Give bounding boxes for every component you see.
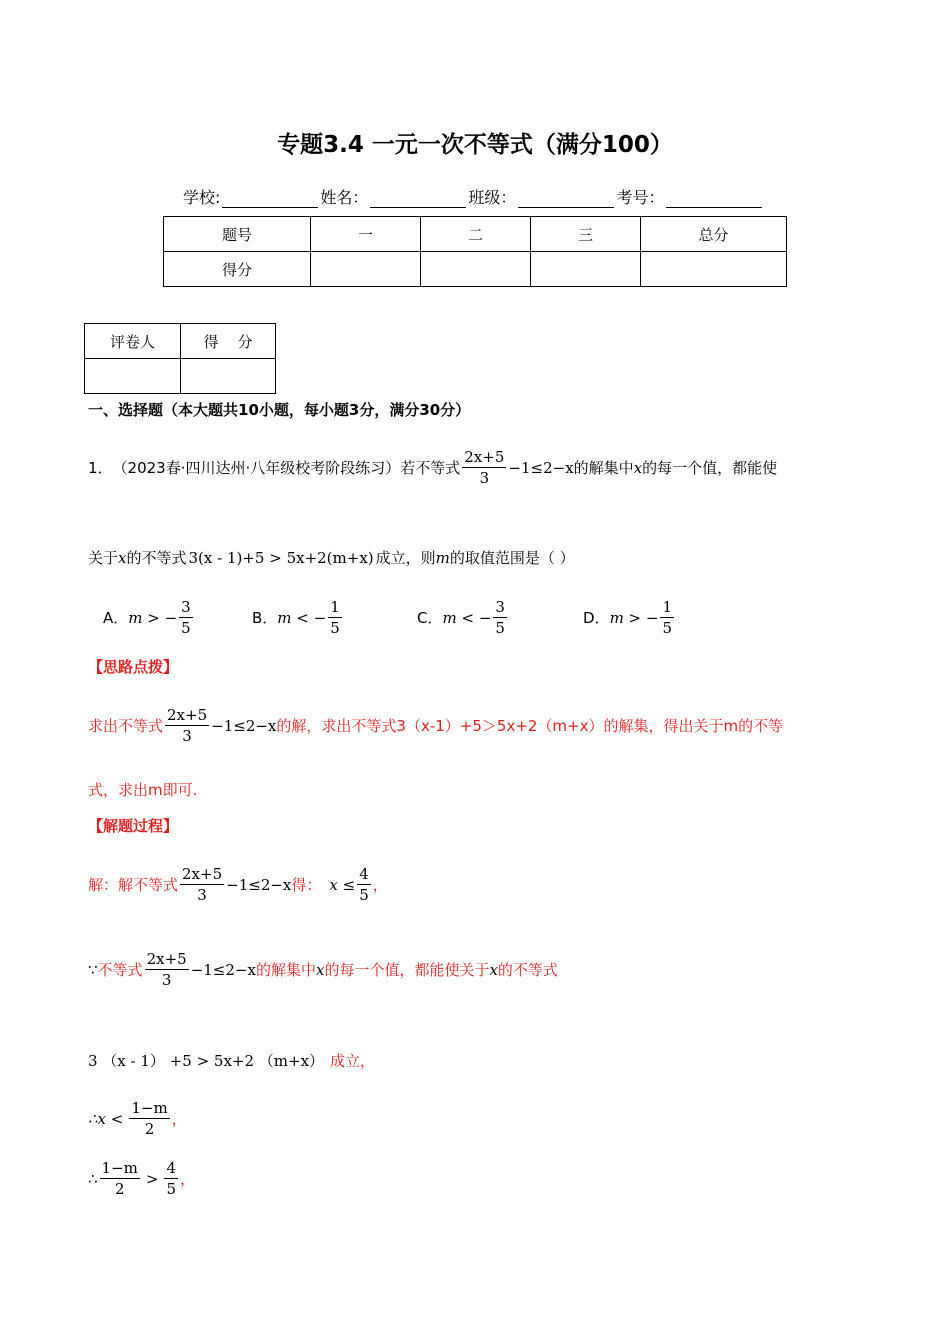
fraction-numerator: 2x+5 bbox=[182, 865, 223, 883]
fraction bbox=[165, 705, 209, 746]
question-text: 的取值范围是（ ） bbox=[449, 549, 575, 567]
class-label: 班级： bbox=[468, 188, 517, 207]
option-label: A． bbox=[103, 609, 129, 627]
fraction-numerator: 1 bbox=[662, 598, 673, 616]
math-expression: m > − bbox=[609, 608, 659, 627]
math-expression: m < − bbox=[277, 608, 327, 627]
math-expression: −1≤2−x bbox=[508, 458, 574, 477]
math-operator: > bbox=[145, 1169, 159, 1188]
grader-score-cell[interactable] bbox=[181, 359, 276, 394]
fraction-denominator: 5 bbox=[166, 1180, 177, 1198]
score-cell[interactable] bbox=[421, 252, 531, 287]
question-text: 的不等式 bbox=[126, 549, 187, 567]
math-expression: −1≤2−x bbox=[226, 875, 292, 894]
question-text: 的每一个值，都能使 bbox=[642, 459, 778, 477]
fraction bbox=[660, 597, 674, 638]
fraction-denominator: 5 bbox=[359, 886, 369, 904]
hint-tag: 【思路点拨】 bbox=[88, 658, 179, 676]
option-d[interactable] bbox=[583, 597, 676, 638]
fraction-numerator: 3 bbox=[495, 598, 505, 616]
score-cell[interactable] bbox=[531, 252, 641, 287]
math-variable: x bbox=[489, 960, 498, 979]
hint-line-1 bbox=[88, 705, 783, 746]
math-expression: −1≤2−x bbox=[190, 960, 256, 979]
school-label: 学校: bbox=[183, 188, 221, 207]
school-field[interactable] bbox=[222, 191, 318, 208]
score-table bbox=[163, 216, 787, 287]
math-variable: x bbox=[633, 458, 643, 477]
score-cell[interactable] bbox=[641, 252, 787, 287]
option-c[interactable] bbox=[417, 597, 509, 638]
name-label: 姓名： bbox=[320, 188, 369, 207]
table-row bbox=[164, 217, 787, 252]
solution-text: 的解集中 bbox=[255, 961, 316, 979]
solution-text: 不等式 bbox=[97, 961, 143, 979]
fraction-denominator: 5 bbox=[330, 619, 340, 637]
hint-text: 求出不等式 bbox=[88, 717, 164, 735]
name-field[interactable] bbox=[370, 191, 466, 208]
option-label: B． bbox=[252, 609, 278, 627]
math-expression: 3 （x - 1） +5 > 5x+2 （m+x） bbox=[88, 1052, 325, 1070]
fraction-denominator: 5 bbox=[495, 619, 505, 637]
solution-text: ， bbox=[171, 1110, 187, 1128]
fraction bbox=[145, 949, 189, 990]
math-expression: 3(x - 1)+5 > 5x+2(m+x) bbox=[188, 548, 374, 567]
question-text: 关于 bbox=[88, 549, 119, 567]
math-expression: x ≤ bbox=[329, 875, 356, 894]
fraction-denominator: 3 bbox=[161, 971, 172, 989]
fraction-denominator: 3 bbox=[479, 469, 490, 487]
solution-text: 得： bbox=[291, 876, 322, 894]
grader-cell[interactable] bbox=[85, 359, 181, 394]
grader-score-label: 得 分 bbox=[181, 324, 276, 359]
table-cell: 总分 bbox=[641, 217, 787, 252]
because-symbol: ∵ bbox=[88, 960, 98, 979]
solution-step-2 bbox=[88, 949, 558, 990]
question-source: （2023春·四川达州·八年级校考阶段练习） bbox=[112, 459, 401, 477]
fraction-numerator: 3 bbox=[181, 598, 191, 616]
fraction-numerator: 1 bbox=[330, 598, 340, 616]
fraction-denominator: 2 bbox=[144, 1120, 155, 1138]
fraction-denominator: 3 bbox=[182, 727, 192, 745]
fraction-denominator: 2 bbox=[114, 1180, 125, 1198]
question-text: 成立，则 bbox=[375, 549, 436, 567]
question-1-line-1 bbox=[88, 447, 777, 488]
math-expression: m < − bbox=[442, 608, 492, 627]
question-text: 的解集中 bbox=[573, 459, 634, 477]
question-1-line-2 bbox=[88, 547, 575, 568]
math-expression: m > − bbox=[128, 608, 178, 627]
hint-line-2: 式，求出m即可. bbox=[88, 781, 198, 799]
student-info-line bbox=[183, 185, 764, 208]
fraction bbox=[179, 597, 193, 638]
table-cell: 一 bbox=[311, 217, 421, 252]
math-variable: m bbox=[435, 548, 450, 567]
solution-text: 成立， bbox=[330, 1052, 376, 1070]
fraction-numerator: 4 bbox=[359, 865, 369, 883]
math-expression: ∴x < bbox=[88, 1109, 124, 1128]
option-a[interactable] bbox=[103, 597, 195, 638]
fraction-numerator: 1−m bbox=[101, 1159, 138, 1177]
fraction bbox=[180, 864, 224, 905]
solution-text: 的每一个值，都能使关于 bbox=[324, 961, 490, 979]
table-cell: 得分 bbox=[164, 252, 311, 287]
fraction-numerator: 2x+5 bbox=[146, 950, 187, 968]
fraction-numerator: 2x+5 bbox=[167, 706, 208, 724]
fraction-numerator: 4 bbox=[166, 1159, 177, 1177]
option-label: D． bbox=[583, 609, 610, 627]
math-expression: −1≤2−x bbox=[211, 716, 277, 735]
fraction bbox=[100, 1158, 140, 1199]
hint-text: 的解，求出不等式3（x-1）+5＞5x+2（m+x）的解集，得出关于m的不等 bbox=[276, 717, 784, 735]
fraction-denominator: 3 bbox=[197, 886, 207, 904]
fraction-numerator: 1−m bbox=[131, 1099, 168, 1117]
solution-text: ， bbox=[372, 876, 388, 894]
grader-label: 评卷人 bbox=[85, 324, 181, 359]
fraction bbox=[328, 597, 342, 638]
solution-text: 的不等式 bbox=[497, 961, 558, 979]
math-variable: x bbox=[118, 548, 127, 567]
fraction bbox=[462, 447, 506, 488]
fraction bbox=[493, 597, 507, 638]
solution-step-5 bbox=[88, 1158, 195, 1199]
solution-text: ， bbox=[180, 1170, 196, 1188]
section-heading: 一、选择题（本大题共10小题，每小题3分，满分30分） bbox=[88, 401, 471, 419]
fraction bbox=[357, 864, 371, 905]
fraction bbox=[164, 1158, 178, 1199]
question-text: 若不等式 bbox=[400, 459, 461, 477]
score-cell[interactable] bbox=[311, 252, 421, 287]
page-title: 专题3.4 一元一次不等式（满分100） bbox=[277, 132, 673, 158]
fraction-denominator: 5 bbox=[181, 619, 191, 637]
fraction-denominator: 5 bbox=[662, 619, 673, 637]
table-row bbox=[85, 324, 276, 359]
class-field[interactable] bbox=[518, 191, 614, 208]
fraction-numerator: 2x+5 bbox=[464, 448, 505, 466]
exam-no-field[interactable] bbox=[666, 191, 762, 208]
solution-step-4 bbox=[88, 1098, 187, 1139]
question-number: 1． bbox=[88, 459, 113, 477]
table-cell: 题号 bbox=[164, 217, 311, 252]
therefore-symbol: ∴ bbox=[88, 1169, 98, 1188]
grader-table bbox=[84, 323, 276, 394]
table-row bbox=[85, 359, 276, 394]
solution-text: 解：解不等式 bbox=[88, 876, 179, 894]
math-variable: x bbox=[315, 960, 325, 979]
fraction bbox=[129, 1098, 169, 1139]
table-cell: 二 bbox=[421, 217, 531, 252]
option-b[interactable] bbox=[252, 597, 344, 638]
solution-tag: 【解题过程】 bbox=[88, 817, 179, 835]
table-cell: 三 bbox=[531, 217, 641, 252]
solution-step-1 bbox=[88, 864, 388, 905]
solution-step-3 bbox=[88, 1050, 375, 1071]
exam-no-label: 考号： bbox=[616, 188, 665, 207]
table-row bbox=[164, 252, 787, 287]
option-label: C． bbox=[417, 609, 443, 627]
